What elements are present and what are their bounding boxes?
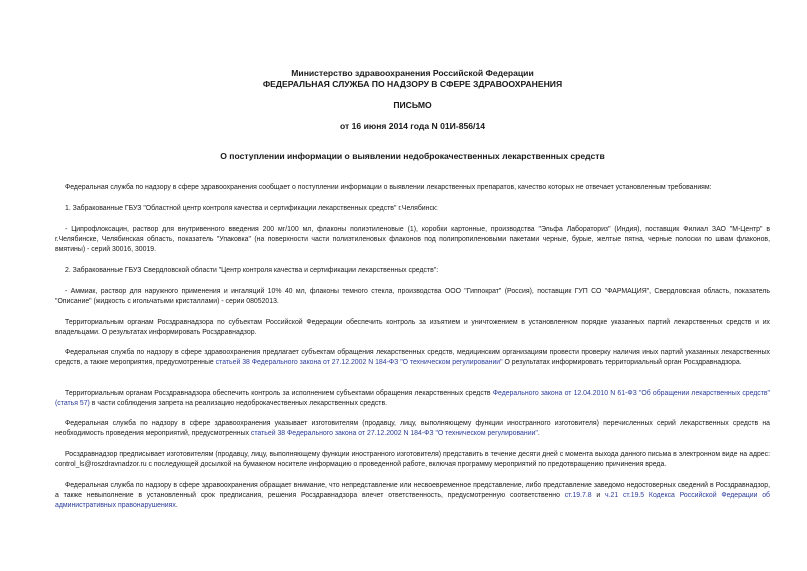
article-19-7-8-link[interactable]: ст.19.7.8 bbox=[564, 492, 592, 500]
date-number-heading: от 16 июня 2014 года N 01И-856/14 bbox=[340, 121, 485, 131]
service-heading: ФЕДЕРАЛЬНАЯ СЛУЖБА ПО НАДЗОРУ В СФЕРЕ ЗДРАВООХРАНЕНИЯ bbox=[262, 79, 563, 89]
paragraph-inspection: Федеральная служба по надзору в сфере здравоохранения предлагает субъектам обращения лекарственных средств, медицинским организациям провести проверку наличия иных партий указанных лекарственных средств, а также мероприятия, предусмотренные статьей 38 Федерального закона от 27.12.2002 N 184-ФЗ "О техническом регулировании" О результатах информировать территориальный орган Росздравнадзора. bbox=[55, 349, 770, 367]
doc-type-heading: ПИСЬМО bbox=[393, 100, 432, 110]
paragraph-item-1-detail: - Ципрофлоксацин, раствор для внутривенного введения 200 мг/100 мл, флаконы полиэтиленовые (1), коробки картонные, производства "Эльфа Лабораториз" (Индия), поставщик Филиал ЗАО "М-Центр" в г.Челябинске, Челябинская область, показатель "Упаковка" (на поверхности части полиэтиленовых флаконов под полипропиленовыми пакетами черные, бурые, желтые пятна, черные полоски по швам флаконов, вмятины) - серий 30016, 30019. bbox=[55, 226, 770, 254]
law-184-article-38-link-2[interactable]: статьей 38 Федерального закона от 27.12.2002 N 184-ФЗ "О техническом регулировании" bbox=[250, 430, 538, 438]
paragraph-manufacturers: Федеральная служба по надзору в сфере здравоохранения указывает изготовителям (продавцу, лицу, выполняющему функции иностранного изготовителя) перечисленных серий лекарственных средств на необходимость проведения мероприятий, предусмотренных статьей 38 Федерального закона от 27.12.2002 N 184-ФЗ "О техническом регулировании". bbox=[55, 420, 770, 438]
paragraph-intro: Федеральная служба по надзору в сфере здравоохранения сообщает о поступлении информации о выявлении лекарственных препаратов, качество которых не отвечает установленным требованиям: bbox=[65, 184, 712, 191]
law-184-article-38-link[interactable]: статьей 38 Федерального закона от 27.12.2002 N 184-ФЗ "О техническом регулировании" bbox=[215, 359, 503, 367]
paragraph-enforcement: Территориальным органам Росздравнадзора обеспечить контроль за исполнением субъектами обращения лекарственных средств Федерального закона от 12.04.2010 N 61-ФЗ "Об обращении лекарственных средств" (статья 57) в части соблюдения запрета на реализацию недоброкачественных лекарственных средств. bbox=[55, 390, 771, 408]
ministry-heading: Министерство здравоохранения Российской Федерации bbox=[291, 68, 534, 78]
koap-19-5-link[interactable]: ч.21 ст.19.5 Кодекса Российской Федерации об административных правонарушениях bbox=[55, 492, 770, 510]
document-title: О поступлении информации о выявлении недоброкачественных лекарственных средств bbox=[220, 151, 605, 161]
paragraph-item-2: 2. Забракованные ГБУЗ Свердловской области "Центр контроля качества и сертификации лекарственных средств": bbox=[65, 267, 439, 274]
paragraph-item-1: 1. Забракованные ГБУЗ "Областной центр контроля качества и сертификации лекарственных средств" г.Челябинск: bbox=[65, 205, 438, 212]
law-61-link[interactable]: Федерального закона от 12.04.2010 N 61-ФЗ "Об обращении лекарственных средств" bbox=[492, 390, 771, 397]
paragraph-prescription: Росздравнадзор предписывает изготовителям (продавцу, лицу, выполняющему функции иностранного изготовителя) представить в течение десяти дней с момента выхода данного письма в электронном виде на адрес: control_ls@roszdravnadzor.ru с последующей досылкой на бумажном носителе информацию о проведенной работе, включая программу мероприятий по предотвращению причинения вреда. bbox=[55, 451, 770, 469]
paragraph-liability: Федеральная служба по надзору в сфере здравоохранения обращает внимание, что непредставление или несвоевременное представление, либо представление заведомо недостоверных сведений в Росздравнадзор, а также невыполнение в установленный срок предписания, решения Росздравнадзора влечет ответственность, предусмотренную соответственно ст.19.7.8 и ч.21 ст.19.5 Кодекса Российской Федерации об административных правонарушениях. bbox=[55, 482, 770, 510]
article-57-link[interactable]: (статья 57) bbox=[55, 400, 90, 408]
paragraph-item-2-detail: - Аммиак, раствор для наружного применения и ингаляций 10% 40 мл, флаконы темного стекла, производства ООО "Гиппократ" (Россия), поставщик ГУП СО "ФАРМАЦИЯ", Свердловская область, показатель "Описание" (жидкость с игольчатыми кристаллами) - серии 08052013. bbox=[55, 288, 770, 306]
paragraph-territorial-control: Территориальным органам Росздравнадзора по субъектам Российской Федерации обеспечить контроль за изъятием и уничтожением в установленном порядке указанных партий лекарственных средств и их владельцами. О результатах информировать Росздравнадзор. bbox=[55, 319, 770, 337]
